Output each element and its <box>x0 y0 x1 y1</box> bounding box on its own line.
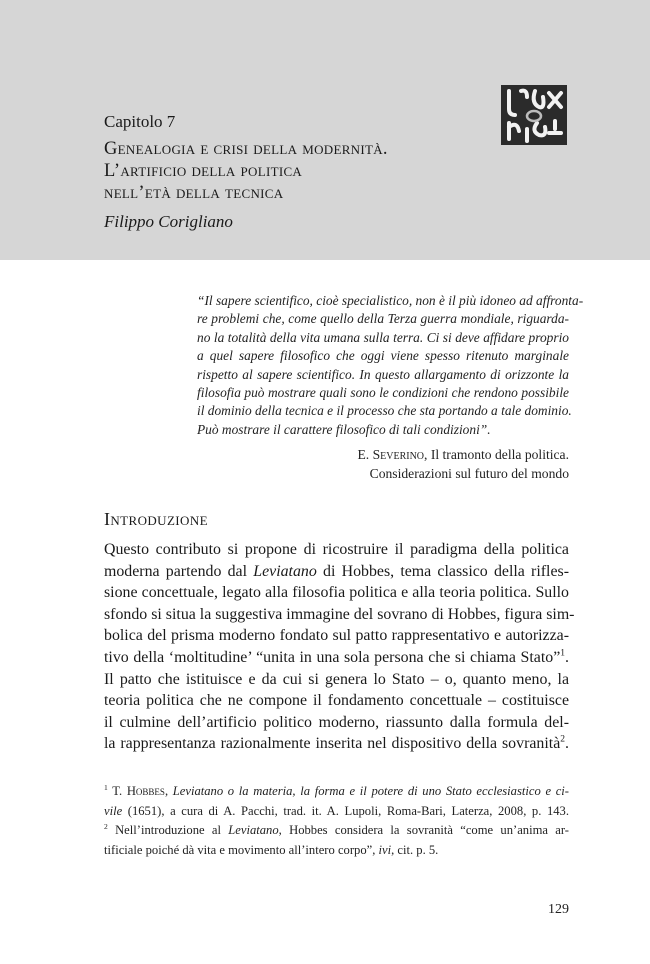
chapter-label: Capitolo 7 <box>104 112 176 131</box>
footnotes <box>104 782 569 860</box>
paragraph-line: sfondo si situa la suggestiva immagine del sovrano di Hobbes, figura sim- <box>104 605 575 623</box>
body-paragraph <box>104 539 575 755</box>
epigraph-line: rispetto al sapere scientifico. In questo allargamento di orizzonte la <box>197 366 569 382</box>
epigraph-line: Può mostrare il carattere filosofico di tali condizioni”. <box>197 421 491 437</box>
footnote-2-line-1: $^2$ Nell’introduzione al Leviatano, Hobbes considera la sovranità “come un’anima ar- <box>104 821 569 837</box>
paragraph-line: sione concettuale, legato alla filosofia politica e alla teoria politica. Sullo <box>104 584 569 602</box>
chapter-author: Filippo Corigliano <box>104 212 233 231</box>
footnote-author: Hobbes <box>126 784 165 798</box>
chapter-title <box>104 138 524 204</box>
publisher-logo-icon <box>501 85 567 145</box>
epigraph-line: re problemi che, come quello della Terza guerra mondiale, riguarda- <box>197 311 569 327</box>
epigraph-source-line-1 <box>300 445 569 464</box>
paragraph-line: il culmine dell’artificio politico moderno, riassunto dalla formula del- <box>104 713 569 731</box>
footnote-1-line-1: $^1$ T. Hobbes, Leviatano o la materia, la forma e il potere di uno Stato ecclesiastico e ci- <box>104 782 569 798</box>
paragraph-line: la rappresentanza razionalmente inserita nel dispositivo della sovranità$^2$. <box>104 734 569 753</box>
paragraph-line: Il patto che istituisce e da cui si genera lo Stato – o, quanto meno, la <box>104 670 569 688</box>
epigraph-quote <box>197 292 584 439</box>
source-title: , Il tramonto della politica. <box>424 447 569 462</box>
epigraph-line: a quel sapere filosofico che oggi viene spesso ritenuto marginale <box>197 348 569 364</box>
section-heading: Introduzione <box>104 509 208 529</box>
leviatano-title: Leviatano <box>253 562 317 580</box>
epigraph-line: no la totalità della vita umana sulla terra. Ci si deve affidare proprio <box>197 329 569 345</box>
page-number: 129 <box>548 902 569 917</box>
epigraph-source <box>300 445 569 483</box>
source-author: E. Severino <box>357 447 425 462</box>
paragraph-line: Questo contributo si propone di ricostruire il paradigma della politica <box>104 541 569 558</box>
footnote-ref-1[interactable]: 1 <box>560 647 566 659</box>
chapter-title-line-3: nell’età della tecnica <box>104 183 284 203</box>
chapter-header-band <box>0 0 650 260</box>
paragraph-line: tivo della ‘moltitudine’ “unita in una sola persona che si chiama Stato”$^1$. <box>104 647 569 666</box>
footnote-ref-2[interactable]: 2 <box>560 734 566 746</box>
epigraph-source-line-2: Considerazioni sul futuro del mondo <box>369 466 569 481</box>
paragraph-line: bolica del prisma moderno fondato sul patto rappresentativo e autorizza- <box>104 627 569 645</box>
epigraph-line: il dominio della tecnica e il processo che sta portando a tale dominio. <box>197 403 572 419</box>
footnote-2-line-2: tificiale poiché dà vita e movimento all’intero corpo”, ivi, cit. p. 5. <box>104 842 439 857</box>
epigraph-line: filosofia può mostrare quali sono le condizioni che rendono possibile <box>197 385 569 401</box>
chapter-title-line-2: L’artificio della politica <box>104 161 303 181</box>
paragraph-line: moderna partendo dal Leviatano di Hobbes, tema classico della rifles- <box>104 562 569 580</box>
epigraph-line: “Il sapere scientifico, cioè specialistico, non è il più idoneo ad affronta- <box>197 293 584 308</box>
chapter-title-line-1: Genealogia e crisi della modernità. <box>104 139 388 159</box>
footnote-1-line-2: vile (1651), a cura di A. Pacchi, trad. it. A. Lupoli, Roma-Bari, Laterza, 2008, p. 143. <box>104 803 569 818</box>
paragraph-line: teoria politica che ne compone il fondamento concettuale – costituisce <box>104 692 569 710</box>
